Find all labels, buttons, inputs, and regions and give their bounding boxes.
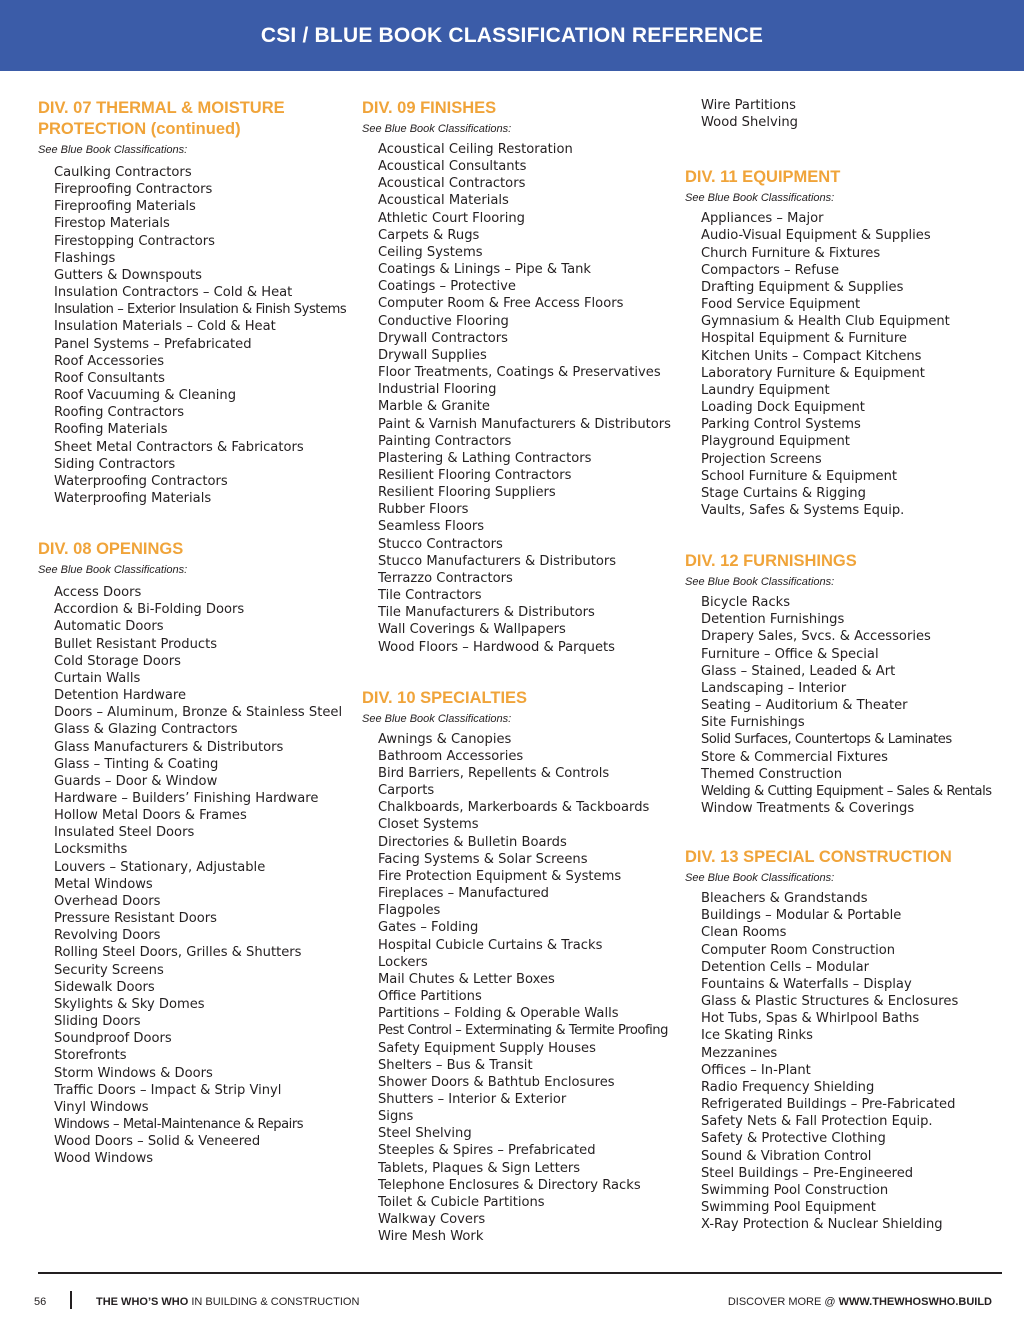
footer-separator <box>70 1291 72 1309</box>
classification-item: Revolving Doors <box>54 928 161 944</box>
division-heading: DIV. 08 OPENINGS <box>38 540 184 559</box>
classification-item: Fountains & Waterfalls – Display <box>701 976 912 992</box>
classification-item: Panel Systems – Prefabricated <box>54 336 252 352</box>
classification-item: Kitchen Units – Compact Kitchens <box>701 348 922 364</box>
division-section-div-10-specialties <box>362 688 677 1246</box>
division-heading: DIV. 10 SPECIALTIES <box>362 688 528 707</box>
classification-item: Plastering & Lathing Contractors <box>378 450 592 466</box>
classification-item: Solid Surfaces, Countertops & Laminates <box>701 732 952 748</box>
classification-item: Safety & Protective Clothing <box>701 1131 886 1147</box>
classification-item: Mezzanines <box>701 1045 778 1061</box>
classification-item: Site Furnishings <box>701 715 805 731</box>
classification-item: Storefronts <box>54 1048 127 1064</box>
classification-item: Steel Buildings – Pre-Engineered <box>701 1165 914 1181</box>
classification-item: Acoustical Ceiling Restoration <box>378 142 573 157</box>
classification-item: Laundry Equipment <box>701 382 830 398</box>
page-number: 56 <box>34 1296 47 1308</box>
classification-item: Floor Treatments, Coatings & Preservatives <box>378 365 661 381</box>
classification-item: Glass & Glazing Contractors <box>54 722 238 738</box>
classification-item: Sidewalk Doors <box>54 979 155 995</box>
classification-item: Partitions – Folding & Operable Walls <box>378 1006 619 1022</box>
classification-item: Safety Nets & Fall Protection Equip. <box>701 1114 933 1130</box>
classification-item: Food Service Equipment <box>701 297 861 313</box>
footer-brand-rest: IN BUILDING & CONSTRUCTION <box>188 1296 360 1308</box>
classification-item: Bathroom Accessories <box>378 748 524 764</box>
footer-website-link[interactable]: WWW.THEWHOSWHO.BUILD <box>838 1296 992 1308</box>
classification-list <box>685 594 1005 817</box>
classification-item: Laboratory Furniture & Equipment <box>701 365 925 381</box>
classification-item: Gates – Folding <box>378 920 479 936</box>
classification-item: Sheet Metal Contractors & Fabricators <box>54 439 304 455</box>
classification-item: Soundproof Doors <box>54 1031 172 1047</box>
see-classifications-label: See Blue Book Classifications: <box>38 564 188 577</box>
see-classifications-label: See Blue Book Classifications: <box>685 872 835 885</box>
classification-item: Roof Accessories <box>54 353 165 369</box>
classification-item: Insulation – Exterior Insulation & Finish Systems <box>54 302 347 318</box>
classification-item: Roofing Materials <box>54 422 168 438</box>
classification-item: Roof Vacuuming & Cleaning <box>54 388 237 404</box>
classification-item: Telephone Enclosures & Directory Racks <box>378 1177 641 1193</box>
division-section-div-12-furnishings <box>685 551 1005 817</box>
classification-item: Wire Partitions <box>701 98 796 113</box>
classification-item: Rolling Steel Doors, Grilles & Shutters <box>54 945 302 961</box>
footer-divider <box>38 1272 1002 1274</box>
classification-item: Bleachers & Grandstands <box>701 891 868 907</box>
classification-list <box>685 890 1005 1233</box>
classification-item: Windows – Metal-Maintenance & Repairs <box>54 1116 304 1132</box>
classification-item: Pest Control – Exterminating & Termite Proofing <box>378 1023 669 1039</box>
classification-item: Locksmiths <box>54 842 128 858</box>
classification-item: Hot Tubs, Spas & Whirlpool Baths <box>701 1011 920 1027</box>
classification-item: Drapery Sales, Svcs. & Accessories <box>701 629 931 645</box>
classification-item: Themed Construction <box>701 766 843 782</box>
classification-item: Waterproofing Contractors <box>54 473 228 489</box>
classification-item: Office Partitions <box>378 989 482 1005</box>
classification-item: Overhead Doors <box>54 893 161 909</box>
classification-list <box>362 731 677 1246</box>
classification-item: Rubber Floors <box>378 502 469 518</box>
classification-item: Bicycle Racks <box>701 595 791 611</box>
classification-item: Church Furniture & Fixtures <box>701 245 881 261</box>
footer-discover-prefix: DISCOVER MORE @ <box>727 1296 839 1308</box>
classification-item: Wood Shelving <box>701 115 798 131</box>
classification-item: Appliances – Major <box>701 211 824 227</box>
classification-item: Stucco Contractors <box>378 536 503 552</box>
classification-item: Furniture – Office & Special <box>701 646 879 662</box>
classification-item: Glass – Stained, Leaded & Art <box>701 663 896 679</box>
classification-list <box>38 164 353 507</box>
classification-item: Projection Screens <box>701 451 822 467</box>
classification-item: Refrigerated Buildings – Pre-Fabricated <box>701 1097 956 1113</box>
classification-item: Caulking Contractors <box>54 165 192 180</box>
classification-item: Coatings & Linings – Pipe & Tank <box>378 262 591 278</box>
classification-item: Steel Shelving <box>378 1126 472 1142</box>
classification-item: Compactors – Refuse <box>701 262 840 278</box>
classification-item: Gymnasium & Health Club Equipment <box>701 314 950 330</box>
classification-item: Flashings <box>54 250 116 266</box>
classification-item: Drafting Equipment & Supplies <box>701 279 904 295</box>
classification-item: Window Treatments & Coverings <box>701 801 915 816</box>
classification-item: Bullet Resistant Products <box>54 636 218 652</box>
classification-item: Computer Room & Free Access Floors <box>378 296 624 312</box>
classification-item: Walkway Covers <box>378 1212 486 1228</box>
classification-item: Hospital Equipment & Furniture <box>701 331 907 347</box>
see-classifications-label: See Blue Book Classifications: <box>685 576 835 589</box>
classification-item: Skylights & Sky Domes <box>54 996 205 1012</box>
classification-item: Fireplaces – Manufactured <box>378 886 549 902</box>
classification-item: Paint & Varnish Manufacturers & Distributors <box>378 416 672 432</box>
classification-item: Awnings & Canopies <box>378 731 512 747</box>
classification-item: Painting Contractors <box>378 433 512 449</box>
division-section-div-11-equipment <box>685 167 1005 519</box>
classification-item: Parking Control Systems <box>701 417 861 433</box>
classification-item: Safety Equipment Supply Houses <box>378 1040 596 1056</box>
classification-item: Toilet & Cubicle Partitions <box>378 1194 545 1210</box>
classification-item: Sound & Vibration Control <box>701 1148 872 1164</box>
classification-item: Welding & Cutting Equipment – Sales & Rentals <box>701 783 992 799</box>
classification-item: Firestop Materials <box>54 216 170 232</box>
classification-item: Wire Mesh Work <box>378 1229 484 1245</box>
classification-item: Curtain Walls <box>54 670 141 686</box>
division-heading: DIV. 13 SPECIAL CONSTRUCTION <box>685 848 952 867</box>
classification-item: Detention Hardware <box>54 688 187 704</box>
see-classifications-label: See Blue Book Classifications: <box>685 192 835 205</box>
classification-item: Accordion & Bi-Folding Doors <box>54 602 245 618</box>
division-section-div-07-thermal <box>38 98 353 507</box>
column-1 <box>38 98 353 1195</box>
classification-item: Athletic Court Flooring <box>378 210 525 226</box>
classification-item: Acoustical Contractors <box>378 176 526 192</box>
page-header <box>0 0 1024 71</box>
classification-item: Acoustical Materials <box>378 193 509 209</box>
classification-item: Offices – In-Plant <box>701 1062 811 1078</box>
classification-item: Ice Skating Rinks <box>701 1028 813 1044</box>
classification-item: Insulation Contractors – Cold & Heat <box>54 285 293 301</box>
classification-item: Steeples & Spires – Prefabricated <box>378 1143 596 1159</box>
classification-item: Shelters – Bus & Transit <box>378 1057 533 1073</box>
classification-item: Glass & Plastic Structures & Enclosures <box>701 994 959 1010</box>
classification-item: School Furniture & Equipment <box>701 468 898 484</box>
classification-item: Wood Doors – Solid & Veneered <box>54 1134 261 1150</box>
classification-item: Seamless Floors <box>378 519 485 535</box>
classification-item: Tile Manufacturers & Distributors <box>378 605 595 621</box>
division-heading: DIV. 12 FURNISHINGS <box>685 552 857 571</box>
classification-item: Loading Dock Equipment <box>701 400 865 416</box>
classification-item: Access Doors <box>54 585 142 601</box>
classification-item: Hollow Metal Doors & Frames <box>54 808 247 824</box>
classification-item: Drywall Supplies <box>378 347 487 363</box>
classification-item: Vaults, Safes & Systems Equip. <box>701 502 905 518</box>
classification-item: Security Screens <box>54 962 164 978</box>
classification-item: Shower Doors & Bathtub Enclosures <box>378 1074 615 1090</box>
classification-item: Closet Systems <box>378 817 479 833</box>
classification-item: Drywall Contractors <box>378 330 508 346</box>
classification-item: Tablets, Plaques & Sign Letters <box>378 1160 581 1176</box>
continued-classification-list <box>685 97 1005 131</box>
classification-item: Fireproofing Contractors <box>54 182 213 198</box>
classification-item: Terrazzo Contractors <box>378 570 513 586</box>
classification-item: Swimming Pool Equipment <box>701 1199 876 1215</box>
classification-item: Traffic Doors – Impact & Strip Vinyl <box>54 1082 282 1098</box>
classification-item: Hospital Cubicle Curtains & Tracks <box>378 937 603 953</box>
classification-item: Cold Storage Doors <box>54 653 181 669</box>
classification-item: Siding Contractors <box>54 456 176 472</box>
classification-item: Metal Windows <box>54 876 153 892</box>
classification-item: Stage Curtains & Rigging <box>701 485 866 501</box>
footer-publication <box>96 1294 359 1310</box>
classification-item: Tile Contractors <box>378 588 482 604</box>
classification-item: Insulation Materials – Cold & Heat <box>54 319 276 335</box>
division-section-div-09-finishes <box>362 98 677 656</box>
division-heading: DIV. 07 THERMAL & MOISTURE PROTECTION (continued) <box>38 99 285 138</box>
classification-item: Clean Rooms <box>701 925 787 941</box>
classification-item: Signs <box>378 1109 414 1125</box>
column-3 <box>685 97 1005 1261</box>
classification-item: Fireproofing Materials <box>54 199 196 215</box>
classification-item: Buildings – Modular & Portable <box>701 908 902 924</box>
classification-item: Storm Windows & Doors <box>54 1065 213 1081</box>
classification-item: Conductive Flooring <box>378 313 509 329</box>
classification-item: Hardware – Builders’ Finishing Hardware <box>54 791 319 806</box>
classification-item: Glass – Tinting & Coating <box>54 756 219 772</box>
classification-item: Insulated Steel Doors <box>54 825 195 841</box>
classification-item: Mail Chutes & Letter Boxes <box>378 971 555 987</box>
classification-item: Doors – Aluminum, Bronze & Stainless Steel <box>54 705 343 721</box>
classification-item: Gutters & Downspouts <box>54 267 203 283</box>
classification-item: Resilient Flooring Suppliers <box>378 485 556 501</box>
classification-item: Roof Consultants <box>54 370 165 386</box>
classification-item: Bird Barriers, Repellents & Controls <box>378 766 610 781</box>
classification-item: Ceiling Systems <box>378 244 483 260</box>
division-heading: DIV. 09 FINISHES <box>362 99 497 117</box>
classification-item: Fire Protection Equipment & Systems <box>378 868 622 884</box>
classification-item: Detention Furnishings <box>701 612 845 628</box>
classification-item: Audio-Visual Equipment & Supplies <box>701 228 931 244</box>
classification-item: Seating – Auditorium & Theater <box>701 698 908 714</box>
classification-list <box>38 584 353 1167</box>
classification-item: Glass Manufacturers & Distributors <box>54 739 284 755</box>
classification-item: Waterproofing Materials <box>54 490 212 506</box>
classification-item: Radio Frequency Shielding <box>701 1079 875 1095</box>
division-section-div-13-special <box>685 847 1005 1233</box>
classification-item: Facing Systems & Solar Screens <box>378 851 588 867</box>
classification-item: Pressure Resistant Doors <box>54 911 217 927</box>
classification-item: Wall Coverings & Wallpapers <box>378 622 566 638</box>
classification-item: Wood Windows <box>54 1151 154 1167</box>
footer-brand-bold: THE WHO’S WHO <box>96 1296 189 1308</box>
classification-item: X-Ray Protection & Nuclear Shielding <box>701 1217 943 1233</box>
classification-item: Automatic Doors <box>54 619 164 635</box>
classification-item: Playground Equipment <box>701 434 850 450</box>
classification-list <box>362 141 677 656</box>
division-section-div-08-openings <box>38 539 353 1167</box>
classification-item: Firestopping Contractors <box>54 233 215 249</box>
column-2 <box>362 98 677 1273</box>
classification-list <box>685 210 1005 519</box>
footer-discover <box>728 1294 992 1310</box>
classification-item: Industrial Flooring <box>378 382 497 398</box>
classification-item: Guards – Door & Window <box>54 773 218 789</box>
classification-item: Detention Cells – Modular <box>701 959 870 975</box>
see-classifications-label: See Blue Book Classifications: <box>38 144 188 156</box>
classification-item: Shutters – Interior & Exterior <box>378 1091 567 1107</box>
see-classifications-label: See Blue Book Classifications: <box>362 712 512 725</box>
classification-item: Stucco Manufacturers & Distributors <box>378 553 617 569</box>
classification-item: Resilient Flooring Contractors <box>378 467 572 483</box>
classification-item: Flagpoles <box>378 903 441 919</box>
classification-item: Sliding Doors <box>54 1014 141 1030</box>
classification-item: Marble & Granite <box>378 399 490 415</box>
classification-item: Wood Floors – Hardwood & Parquets <box>378 639 615 655</box>
classification-item: Acoustical Consultants <box>378 159 527 175</box>
classification-item: Coatings – Protective <box>378 279 516 295</box>
classification-item: Directories & Bulletin Boards <box>378 834 567 850</box>
classification-item: Swimming Pool Construction <box>701 1182 889 1198</box>
page-title: CSI / BLUE BOOK CLASSIFICATION REFERENCE <box>260 23 764 47</box>
division-heading: DIV. 11 EQUIPMENT <box>685 168 841 187</box>
classification-item: Chalkboards, Markerboards & Tackboards <box>378 800 650 816</box>
classification-item: Store & Commercial Fixtures <box>701 749 888 765</box>
classification-item: Carpets & Rugs <box>378 227 480 243</box>
classification-item: Lockers <box>378 954 428 970</box>
classification-item: Roofing Contractors <box>54 405 185 421</box>
classification-item: Carports <box>378 783 435 799</box>
see-classifications-label: See Blue Book Classifications: <box>362 123 512 135</box>
classification-item: Vinyl Windows <box>54 1099 149 1115</box>
classification-item: Computer Room Construction <box>701 942 896 958</box>
classification-item: Landscaping – Interior <box>701 680 847 696</box>
classification-item: Louvers – Stationary, Adjustable <box>54 859 266 875</box>
